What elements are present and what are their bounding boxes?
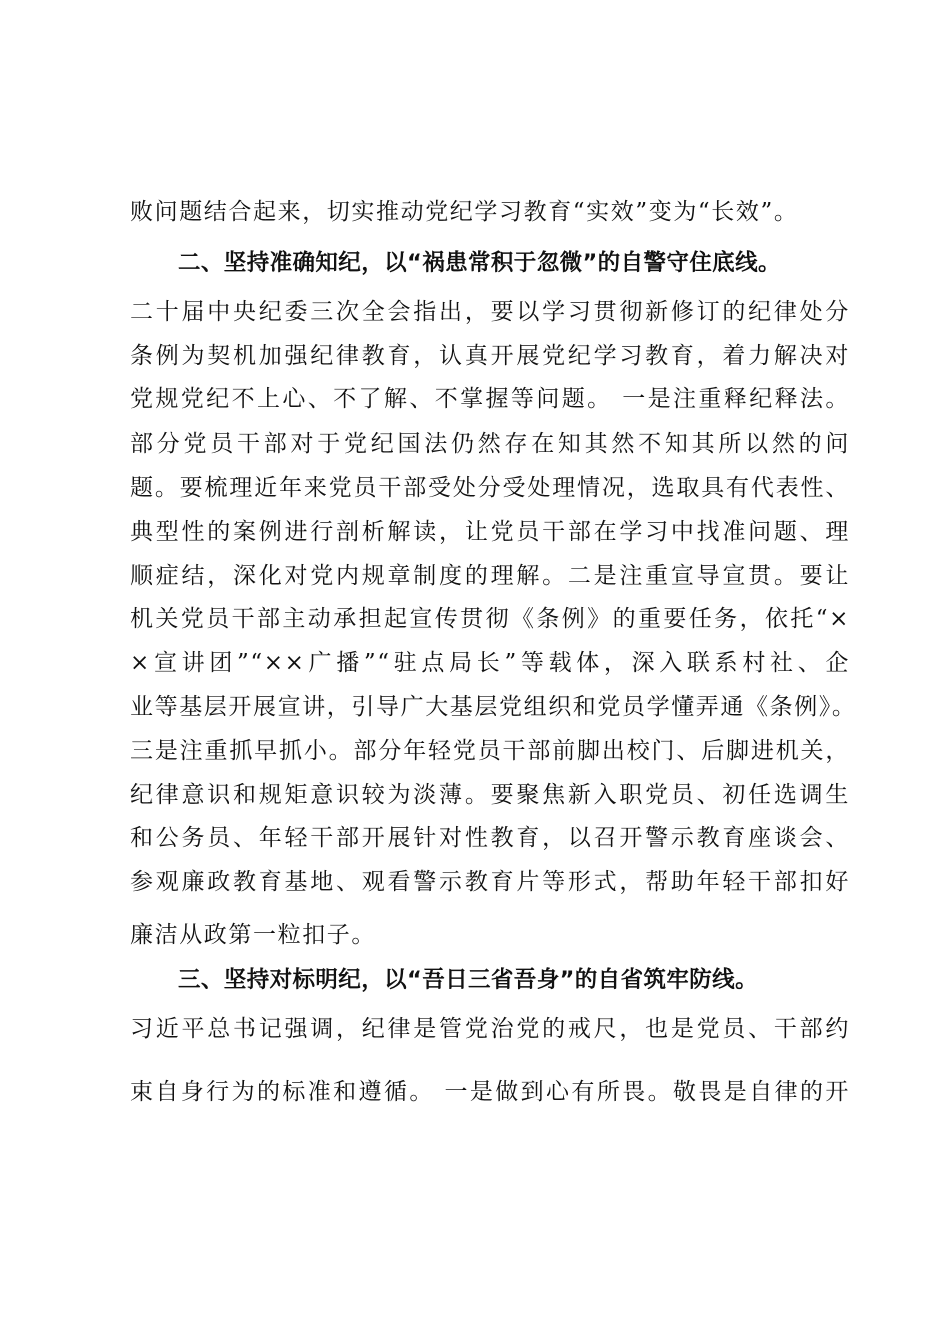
- text-line: 束自身行为的标准和遵循。 一是做到心有所畏。敬畏是自律的开: [130, 1079, 850, 1105]
- text-line: 条例为契机加强纪律教育，认真开展党纪学习教育，着力解决对: [130, 343, 850, 369]
- text-line: 党规党纪不上心、不了解、不掌握等问题。 一是注重释纪释法。: [130, 386, 850, 412]
- section-heading-2: 二、坚持准确知纪，以“祸患常积于忽微”的自警守住底线。: [178, 250, 781, 276]
- text-line: 业等基层开展宣讲，引导广大基层党组织和党员学懂弄通《条例》。: [130, 694, 857, 720]
- section-heading-3: 三、坚持对标明纪，以“吾日三省吾身”的自省筑牢防线。: [178, 967, 758, 993]
- text-line: 三是注重抓早抓小。部分年轻党员干部前脚出校门、后脚进机关，: [130, 738, 850, 764]
- text-line: 顺症结，深化对党内规章制度的理解。二是注重宣导宣贯。要让: [130, 563, 850, 589]
- text-line: 典型性的案例进行剖析解读，让党员干部在学习中找准问题、理: [130, 519, 850, 545]
- text-line: 题。要梳理近年来党员干部受处分受处理情况，选取具有代表性、: [130, 475, 850, 501]
- text-line: 习近平总书记强调，纪律是管党治党的戒尺，也是党员、干部约: [130, 1016, 850, 1042]
- text-line: 廉洁从政第一粒扣子。: [130, 922, 376, 948]
- text-line: 二十届中央纪委三次全会指出，要以学习贯彻新修订的纪律处分: [130, 299, 850, 325]
- text-line: ×宣讲团”“××广播”“驻点局长”等载体，深入联系村社、企: [130, 650, 850, 676]
- text-line: 和公务员、年轻干部开展针对性教育，以召开警示教育座谈会、: [130, 825, 850, 851]
- text-line: 机关党员干部主动承担起宣传贯彻《条例》的重要任务，依托“×: [130, 606, 850, 632]
- text-line: 部分党员干部对于党纪国法仍然存在知其然不知其所以然的问: [130, 431, 850, 457]
- text-line: 参观廉政教育基地、观看警示教育片等形式，帮助年轻干部扣好: [130, 869, 850, 895]
- text-line: 纪律意识和规矩意识较为淡薄。要聚焦新入职党员、初任选调生: [130, 782, 850, 808]
- text-line: 败问题结合起来，切实推动党纪学习教育“实效”变为“长效”。: [130, 199, 799, 225]
